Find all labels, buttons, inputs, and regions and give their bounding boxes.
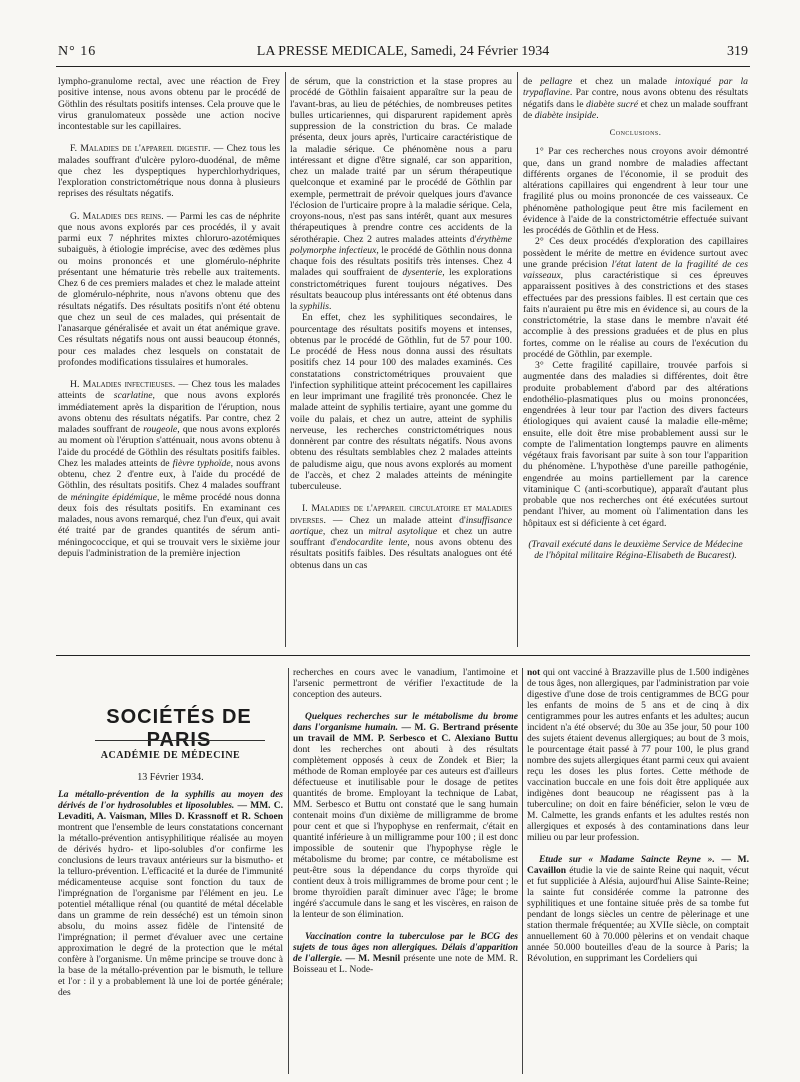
societes-column-3 bbox=[527, 668, 749, 965]
section-text: — Chez tous les malades souffrant d'ulcère pyloro-duodénal, de même que chez les dyspeptiques hyperchlorhydriques, l'exploration constrictométrique nous donna à plusieurs reprises des résultats négatifs. bbox=[58, 143, 280, 200]
report-serbesco bbox=[293, 712, 518, 921]
text: . bbox=[329, 301, 332, 312]
section-text: — Chez un malade atteint d' bbox=[325, 514, 466, 526]
text: , plus caractéristique si ces épreuves apparaissent positives à des constrictions et des stases effectuées par des pressions faibles. Il est certain que ces faits n'auraient pu être mis en évidence si, au cours de la constrictométrie, la stase dans le membre n'avait été accomplie à des pressions graduées et de plus en plus fortes, comme on le réalise au cours de l'exécution du procédé de Göthlin, par exemple. bbox=[523, 270, 748, 360]
section-text: , nous avons obtenu, chez 2 d'entre eux, à l'aide du procédé de Göthlin, des résultats positifs. Chez 4 malades souffrant de bbox=[58, 457, 280, 503]
section-heading: F. Maladies de l'appareil digestif. bbox=[70, 143, 211, 155]
report-text: dont les recherches ont abouti à des résultats complètement opposés à ceux de Zondek et Bier; la méthode de Roman employée par ces auteurs est d'ailleurs défectueuse et inutilisable pour le dosage de petites quantités de brome. Employant la technique de Labat, MM. Serbesco et Buttu ont constaté que le sang humain contenait moins d'un dixième de milligramme de brome pour cent et que si l'hypophyse en renfermait, c'était en quantité inférieure à un milligramme pour 100 ; il est donc impossible de soutenir que l'hypophyse règle le métabolisme du brome; par contre, ce métabolisme est peut-être sous la dépendance du corps thyroïde qui contient deux à trois milligrammes de brome pour cent ; le brome thyroïdien paraît diminuer avec l'âge; le brome ingéré s'accumule dans le sang et les viscères, en raison de la lenteur de son élimination. bbox=[293, 745, 518, 920]
text: qui ont vacciné à Brazzaville plus de 1.500 indigènes de tous âges, non allergiques, par l'administration par voie digestive d'une dose de trois centigrammes de BCG pour les enfants de moins de 5 ans et de cinq à dix centigrammes pour les autres enfants et les adultes; aucun incident n'a été observé; du 30e au 35e jour, 50 pour 100 des sujets étaient devenus allergiques; au bout de 3 mois, le pourcentage était passé à 77 pour 100, le plus grand nombre des sujets allergiques étant parmi ceux qui avaient reçu les doses les plus fortes. Cette méthode de vaccination buccale en une fois doit être appliquée aux indigènes dont beaucoup ne réagissent pas à la tuberculine; on doit en faire bénéficier, selon le vœu de M. Calmette, les grands enfants et les adultes restés non allergiques et exposés à des contaminations dans leur milieu ou par leur profession. bbox=[527, 668, 749, 843]
section-text: , le même procédé nous donna deux fois des résultats positifs. En examinant ces malades, nous avons remarqué, chez l'un d'eux, qui avait été traité par de grandes quantités de sérum anti-méningococcique, et qui se trouvait vers le sixième jour depuis l'administration de la première injection bbox=[58, 491, 281, 559]
italic-term: érythème polymorphe infectieux bbox=[290, 233, 512, 256]
conclusion-2 bbox=[523, 236, 748, 360]
italic-term: méningite épidémique bbox=[70, 491, 157, 503]
report-text: présente une note de MM. R. Boisseau et L. Node- bbox=[293, 954, 518, 975]
page-number: 319 bbox=[727, 44, 748, 59]
report-text: recherches en cours avec le vanadium, l'antimoine et l'arsenic permettront de vérifier l'exactitude de la conception des auteurs. bbox=[293, 668, 518, 700]
report-authors: — M. G. Bertrand présente un travail de MM. P. Serbesco et C. Alexiano Buttu bbox=[293, 723, 519, 744]
section-rule bbox=[56, 655, 750, 656]
italic-term: mitral asytolique bbox=[368, 525, 438, 537]
report-text bbox=[527, 668, 749, 844]
section-heading: H. Maladies infectieuses. bbox=[70, 379, 176, 390]
section-g bbox=[58, 211, 280, 369]
section-i bbox=[290, 503, 512, 571]
report-title: Vaccination contre la tuberculose par le BCG des sujets de tous âges non allergiques. Délais d'apparition de l'allergie. bbox=[293, 932, 518, 964]
paragraph: En effet, chez les syphilitiques secondaires, le pourcentage des résultats positifs moyens et intenses, obtenus par le procédé de Göthlin, fut de 57 pour 100. Le procédé de Hess nous donna aussi des résultats positifs chez 14 pour 100 des malades examinés. Ces constatations constrictométriques prouvaient que l'infection syphilitique atteint précocement les capillaires en leur imprimant une fragilité très prononcée. Chez le malade atteint de syphilis tertiaire, ayant une gomme du voile du palais, et chez un autre, atteint de syphilis nerveuse, les recherches constrictométriques nous donnèrent par contre des résultats négatifs. Nous avons obtenu des résultats semblables chez 2 malades atteints de paludisme aigu, que nous avons explorés au moment de l'accès, et chez 2 malades atteints de méningite tuberculeuse. bbox=[290, 312, 512, 492]
italic-term: diabète sucré bbox=[586, 98, 639, 110]
header-rule bbox=[56, 66, 750, 67]
section-text: — Parmi les cas de néphrite que nous avons explorés par ces procédés, il y avait parmi eux 7 néphrites mixtes chloruro-azotémiques subaiguës, à étiologie imprécise, avec des œdèmes plus ou moins prononcés et une glomérulo-néphrite présentant une hématurie très rebelle aux traitements. Chez 6 de ces premiers malades et chez le malade atteint de glomérulo-néphrite, nous n'avons obtenu que des résultats négatifs. Des résultats positifs n'ont été obtenu que chez un seul de ces malades, qui présentait de l'anasarque généralisée et avait un état anémique grave. Ces résultats négatifs nous ont aussi beaucoup étonnés, pour ces malades chez lesquels on constatait de profondes modifications tissulaires et humorales. bbox=[58, 210, 281, 368]
section-text: , chez un bbox=[322, 525, 369, 537]
text: de bbox=[523, 76, 541, 87]
report-authors: — M. Cavaillon bbox=[527, 855, 750, 876]
journal-name: LA PRESSE MEDICALE bbox=[256, 44, 404, 59]
text: , les explorations constrictométriques furent toujours négatives. Des résultats beaucoup plus intéressants ont été obtenus dans la bbox=[290, 267, 512, 312]
conclusions-heading: Conclusions. bbox=[609, 127, 662, 137]
report-text: étudie la vie de sainte Reine qui naquit, vécut et fut suppliciée à Alésia, aujourd'hui Alise Sainte-Reine; la sainte fut considérée comme la patronne des syphilitiques et une fontaine située près de sa tombe fut pendant de longs siècles un centre de pèlerinage et une station thermale fréquentée; au XVIIe siècle, on comptait annuellement 60 à 70.000 pèlerins et on vendait chaque année 50.000 bouteilles d'eau de la source à Paris; la Révolution, en supprimant les Cordeliers qui bbox=[527, 866, 749, 964]
text: . Par contre, nous avons obtenu des résultats négatifs dans le bbox=[523, 87, 748, 110]
italic-term: rougeole bbox=[143, 424, 178, 435]
issue-date: , Samedi, 24 Février 1934 bbox=[403, 44, 550, 59]
text: et chez un malade souffrant de bbox=[523, 98, 748, 121]
article-column-2 bbox=[290, 76, 512, 571]
paragraph bbox=[290, 76, 512, 312]
column-divider bbox=[285, 72, 286, 647]
section-text: , que nous avons explorés au moment où l'éruption s'atténuait, nous avons obtenu à l'aide du procédé de Göthlin des résultats positifs faibles. Chez les malades atteints de bbox=[58, 424, 280, 469]
page-header bbox=[58, 44, 748, 66]
italic-term: endocardite lente bbox=[336, 537, 408, 548]
italic-term: diabète insipide bbox=[534, 109, 597, 121]
journal-title bbox=[58, 44, 748, 60]
conclusion-3: 3° Cette fragilité capillaire, trouvée parfois si augmentée dans des maladies si différentes, doit être produite probablement d'abord par des altérations endothélio-plasmatiques plus ou moins prononcées, engendrées à leur tour par l'action des divers facteurs étiologiques qui avaient causé la maladie elle-même; ensuite, elle doit être mise probablement aussi sur le compte de l'alimentation longtemps pauvre en aliments végétaux frais favorisant par suite à son tour l'apparition du phénomène. L'hypothèse d'une pareille pathogénie, engendrée au moins partiellement par la carence vitaminique C (anti-scorbutique), apparaît d'autant plus probable que nos recherches ont été exécutées surtout pendant l'hiver, au moment où l'alimentation dans les hôpitaux est si déficiente à cet égard. bbox=[523, 360, 748, 529]
italic-term: scarlatine bbox=[113, 390, 153, 402]
credit-line: (Travail exécuté dans le deuxième Service de Médecine de l'hôpital militaire Régina-Elisabeth de Bucarest). bbox=[528, 538, 743, 561]
title-underline bbox=[95, 740, 265, 741]
italic-term: l'état latent de la fragilité de ces vaisseaux bbox=[523, 258, 748, 281]
section-text: , que nous avons explorés immédiatement après la disparition de l'éruption, nous avons obtenu des résultats négatifs. Par contre, chez 2 malades souffrant de bbox=[58, 390, 280, 435]
article-column-3 bbox=[523, 76, 748, 561]
section-text: et chez un autre souffrant d' bbox=[290, 525, 512, 548]
report-authors: — M. Mesnil bbox=[342, 954, 401, 964]
italic-term: fièvre typhoïde bbox=[172, 457, 231, 469]
italic-term: intoxiqué par la trypaflavine bbox=[523, 76, 748, 99]
column-divider bbox=[517, 72, 518, 647]
societes-title: SOCIÉTÉS DE PARIS bbox=[106, 706, 252, 751]
section-text: — Chez tous les malades atteints de bbox=[58, 379, 280, 402]
italic-term: pellagre bbox=[540, 76, 573, 87]
text: , le procédé de Göthlin nous donna chaque fois des résultats positifs très intenses. Chez 4 malades qui souffraient de bbox=[290, 244, 512, 279]
paragraph bbox=[523, 76, 748, 121]
paragraph: lympho-granulome rectal, avec une réaction de Frey positive intense, nous avons obtenu par le procédé de Göthlin des résultats positifs intenses. Cela prouve que le virus granulomateux possède une action nocive incontestable sur les capillaires. bbox=[58, 76, 280, 132]
text: de sérum, que la constriction et la stase propres au procédé de Göthlin faisaient apparaître sur la peau de l'avant-bras, au lieu de pétéchies, de nombreuses petites bulles urticariennes, qui disparurent rapidement après suppression de la constriction du bras. Ce malade présenta, deux jours après, l'urticaire caractéristique de la maladie sérique. Ce phénomène nous a paru intéressant et digne d'être signalé, car son apparition, chez un malade traité par un sérum thérapeutique quelconque et examiné par le procédé de Göthlin par exemple, permettrait de prévoir quelques jours d'avance l'éclosion de l'urticaire propre à la maladie sérique. Cela, croyons-nous, n'est pas sans intérêt, quant aux mesures thérapeutiques à prendre contre ces accidents de la sérothérapie. Chez 2 autres malades atteints d' bbox=[290, 76, 512, 245]
conclusion-1: 1° Par ces recherches nous croyons avoir démontré que, dans un grand nombre de maladies affectant différents organes de l'économie, il se produit des altérations capillaires qui engendrent à leur tour une fragilité plus ou moins prononcée de ces vaisseaux. Ce phénomène pathologique peut être mis facilement en évidence à l'aide de la constrictométrie effectuée suivant les procédés de Göthlin et de Hess. bbox=[523, 146, 748, 236]
italic-term: syphilis bbox=[299, 301, 330, 312]
section-heading: G. Maladies des reins. bbox=[70, 210, 164, 222]
report-cavaillon bbox=[527, 855, 749, 965]
issue-number: N° 16 bbox=[58, 44, 97, 59]
section-heading: I. Maladies de l'appareil circulatoire et maladies diverses. bbox=[290, 503, 512, 526]
societes-column-2 bbox=[293, 668, 518, 976]
session-date: 13 Février 1934. bbox=[137, 772, 204, 783]
report-mesnil bbox=[293, 932, 518, 976]
report-title: La métallo-prévention de la syphilis au moyen des dérivés de l'or hydrosolubles et liposolubles. bbox=[58, 790, 283, 811]
column-divider bbox=[288, 668, 289, 1074]
section-text: , nous avons obtenu des résultats positifs faibles. Des résultats analogues ont été obtenus dans un cas bbox=[290, 537, 512, 571]
italic-term: insuffisance aortique bbox=[290, 514, 512, 537]
societes-column-1 bbox=[58, 790, 283, 999]
report-authors: — MM. C. Levaditi, A. Vaisman, Mlles D. Krassnoff et R. Schoen bbox=[58, 801, 284, 822]
report-title: Etude sur « Madame Saincte Reyne ». bbox=[539, 855, 715, 865]
article-column-1 bbox=[58, 76, 280, 559]
text: et chez un malade bbox=[572, 76, 675, 87]
academie-heading: ACADÉMIE DE MÉDECINE bbox=[100, 750, 241, 761]
report-levaditi bbox=[58, 790, 283, 999]
text: . bbox=[596, 109, 599, 121]
column-divider bbox=[522, 668, 523, 1074]
section-h bbox=[58, 379, 280, 559]
author-fragment: not bbox=[527, 668, 541, 678]
report-text: montrent que l'ensemble de leurs constatations concernant la métallo-prévention antisyphilitique réalisée au moyen de dérivés hydro- et lipo-solubles d'or confirme les conclusions de leurs travaux antérieurs sur la bismutho- et la telluro-prévention. L'efficacité et la durée de l'immunité médicamenteuse acquise sont fonction du taux de l'imprégnation de l'organisme par l'élément en jeu. Le potentiel métallique rénal (ou quantité de métal décelable dans un gramme de rein desséché) est un témoin sinon absolu, du moins assez fidèle de l'intensité de l'imprégnation; il permet d'évaluer avec une certaine approximation le degré de la protection que le métal confère à l'organisme. Un même principe se trouve donc à la base de la métallo-prévention par le bismuth, le tellure et l'or : il y a probablement là une loi de portée générale; des bbox=[58, 823, 283, 998]
report-title: Quelques recherches sur le métabolisme du brome dans l'organisme humain. bbox=[293, 712, 518, 733]
section-f bbox=[58, 143, 280, 199]
text: 2° Ces deux procédés d'exploration des capillaires possèdent le mérite de mettre en évidence surtout avec une grande précision bbox=[523, 236, 748, 270]
italic-term: dysenterie bbox=[402, 267, 443, 279]
